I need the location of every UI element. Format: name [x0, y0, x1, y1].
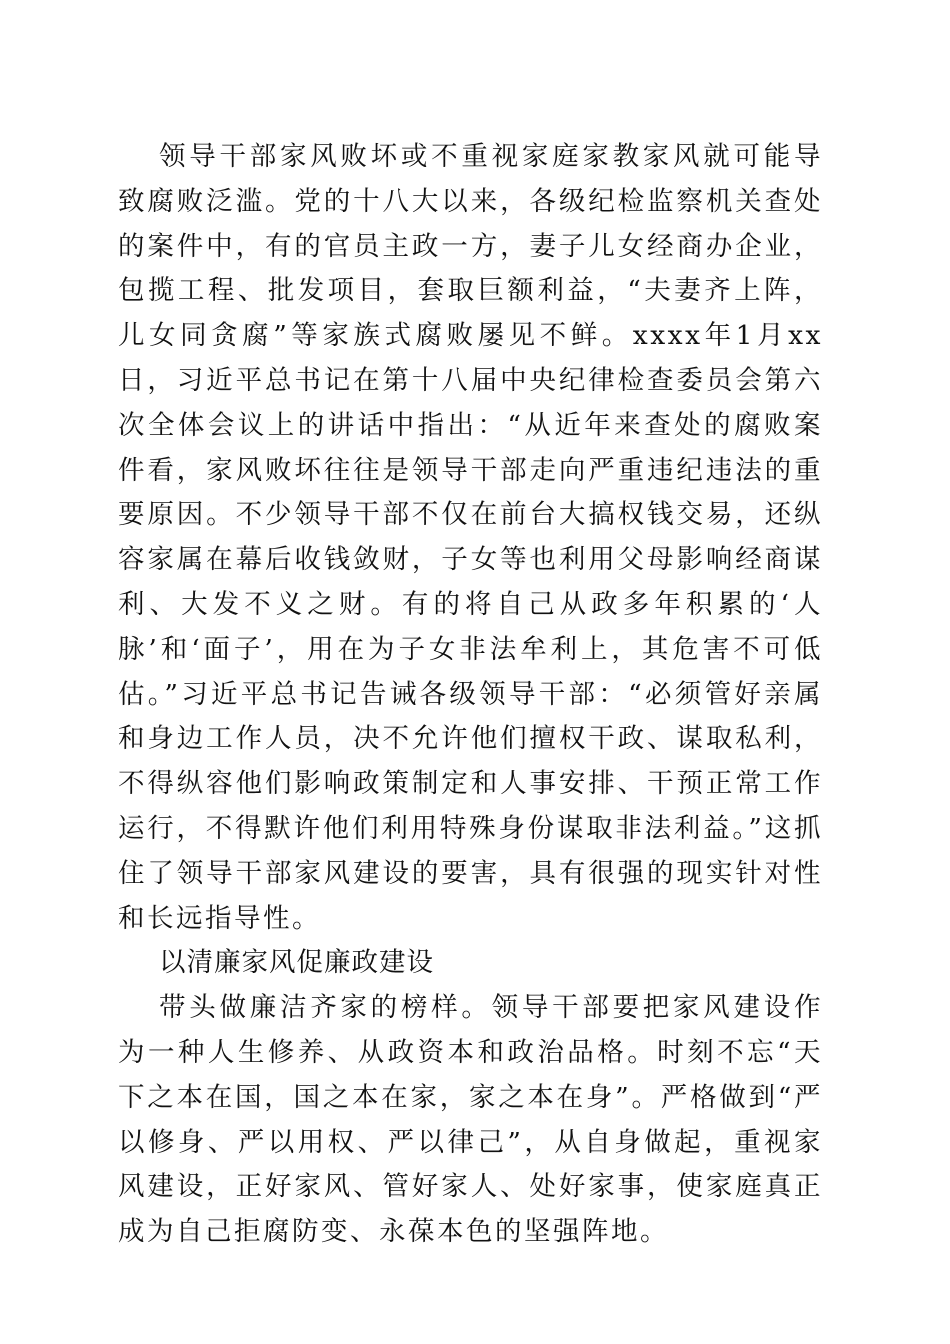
paragraph-family-style-corruption: 领导干部家风败坏或不重视家庭家教家风就可能导致腐败泛滥。党的十八大以来，各级纪检监察机关查处的案件中，有的官员主政一方，妻子儿女经商办企业，包揽工程、批发项目，套取巨额利益，“夫妻齐上阵，儿女同贪腐”等家族式腐败屡见不鲜。xxxx年1月xx日，习近平总书记在第十八届中央纪律检查委员会第六次全体会议上的讲话中指出：“从近年来查处的腐败案件看，家风败坏往往是领导干部走向严重违纪违法的重要原因。不少领导干部不仅在前台大搞权钱交易，还纵容家属在幕后收钱敛财，子女等也利用父母影响经商谋利、大发不义之财。有的将自己从政多年积累的‘人脉’和‘面子’，用在为子女非法牟利上，其危害不可低估。”习近平总书记告诫各级领导干部：“必须管好亲属和身边工作人员，决不允许他们擅权干政、谋取私利，不得纵容他们影响政策制定和人事安排、干预正常工作运行，不得默许他们利用特殊身份谋取非法利益。”这抓住了领导干部家风建设的要害，具有很强的现实针对性和长远指导性。 — [118, 141, 823, 934]
section-heading: 以清廉家风促廉政建设 — [159, 947, 434, 979]
document-page — [118, 135, 823, 1255]
paragraph-lead-by-example: 带头做廉洁齐家的榜样。领导干部要把家风建设作为一种人生修养、从政资本和政治品格。时刻不忘“天下之本在国，国之本在家，家之本在身”。严格做到“严以修身、严以用权、严以律己”，从自身做起，重视家风建设，正好家风、管好家人、处好家事，使家庭真正成为自己拒腐防变、永葆本色的坚强阵地。 — [118, 992, 823, 1248]
